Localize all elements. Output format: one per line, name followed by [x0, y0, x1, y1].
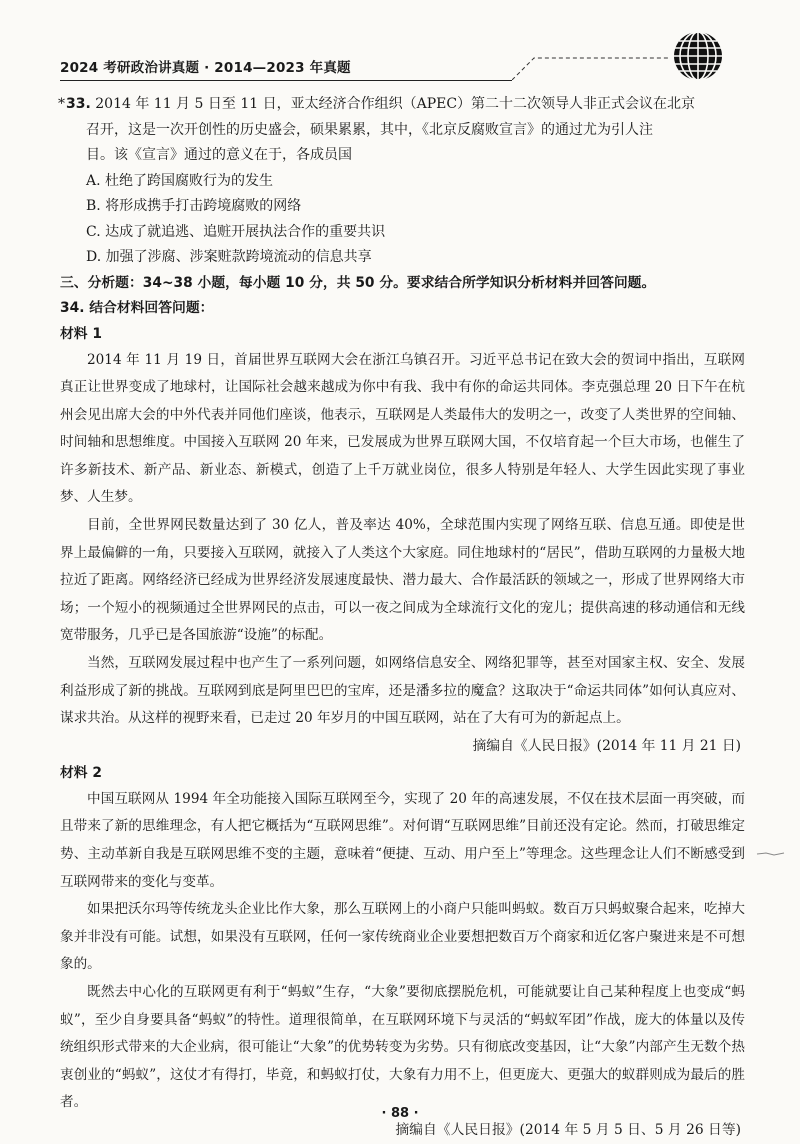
material-1	[60, 322, 745, 760]
material-label: 材料 2	[60, 764, 102, 781]
material-label: 材料 1	[60, 325, 102, 342]
paragraph: 目前，全世界网民数量达到了 30 亿人，普及率达 40%，全球范围内实现了网络互联、信息互通。即使是世界上最偏僻的一角，只要接入互联网，就接入了人类这个大家庭。同住地球村的“居民”，借助互联网的力量极大地拉近了距离。网络经济已经成为世界经济发展速度最快、潜力最大、合作最活跃的领域之一，形成了世界网络大市场；一个短小的视频通过全世界网民的点击，可以一夜之间成为全球流行文化的宠儿；提供高速的移动通信和无线宽带服务，几乎已是各国旅游“设施”的标配。	[60, 517, 745, 644]
page-content	[60, 92, 745, 1144]
question-text-line: 召开，这是一次开创性的历史盛会，硕果累累，其中，《北京反腐败宣言》的通过尤为引人注	[86, 121, 653, 138]
header-title: 2024 考研政治讲真题 · 2014—2023 年真题	[60, 60, 351, 76]
question-text-line: 2014 年 11 月 5 日至 11 日，亚太经济合作组织（APEC）第二十二次领导人非正式会议在北京	[95, 96, 696, 112]
option-a: A. 杜绝了跨国腐败行为的发生	[86, 172, 274, 189]
source-citation: 摘编自《人民日报》(2014 年 5 月 5 日、5 月 26 日等)	[395, 1121, 741, 1138]
source-citation: 摘编自《人民日报》(2014 年 11 月 21 日)	[472, 737, 741, 754]
section-heading: 三、分析题：34~38 小题，每小题 10 分，共 50 分。要求结合所学知识分析材料并回答问题。	[60, 274, 656, 291]
question-34-title: 34. 结合材料回答问题：	[60, 299, 214, 316]
margin-pen-mark	[756, 850, 786, 858]
paragraph: 如果把沃尔玛等传统龙头企业比作大象，那么互联网上的小商户只能叫蚂蚁。数百万只蚂蚁聚合起来，吃掉大象并非没有可能。试想，如果没有互联网，任何一家传统商业企业要想把数百万个商家和近亿客户聚进来是不可想象的。	[60, 901, 745, 973]
star-marker: *	[58, 96, 65, 112]
paragraph: 既然去中心化的互联网更有利于“蚂蚁”生存，“大象”要彻底摆脱危机，可能就要让自己某种程度上也变成“蚂蚁”，至少自身要具备“蚂蚁”的特性。道理很简单，在互联网环境下与灵活的“蚂蚁军团”作战，庞大的体量以及传统组织形式带来的大企业病，很可能让“大象”的优势转变为劣势。只有彻底改变基因，让“大象”内部产生无数个热衷创业的“蚂蚁”，这仗才有得打，毕竟，和蚂蚁打仗，大象有力用不上，但更庞大、更强大的蚁群则成为最后的胜者。	[60, 983, 745, 1111]
paragraph: 中国互联网从 1994 年全功能接入国际互联网至今，实现了 20 年的高速发展，不仅在技术层面一再突破，而且带来了新的思维理念，有人把它概括为“互联网思维”。对何谓“互联网思维”目前还没有定论。然而，打破思维定势、主动革新自我是互联网思维不变的主题，意味着“便捷、互动、用户至上”等理念。这些理念让人们不断感受到互联网带来的变化与变革。	[60, 790, 745, 890]
header-rule	[60, 80, 512, 81]
question-33	[60, 92, 745, 271]
option-c: C. 达成了就追逃、追赃开展执法合作的重要共识	[86, 223, 386, 240]
page-number: · 88 ·	[381, 1106, 419, 1121]
paragraph: 当然，互联网发展过程中也产生了一系列问题，如网络信息安全、网络犯罪等，甚至对国家主权、安全、发展利益形成了新的挑战。互联网到底是阿里巴巴的宝库，还是潘多拉的魔盒？这取决于“命运共同体”如何认真应对、谋求共治。从这样的视野来看，已走过 20 年岁月的中国互联网，站在了大有可为的新起点上。	[60, 655, 745, 727]
option-d: D. 加强了涉腐、涉案赃款跨境流动的信息共享	[86, 249, 372, 265]
material-2	[60, 761, 745, 1144]
question-number: 33.	[66, 96, 91, 112]
question-text-line: 目。该《宣言》通过的意义在于，各成员国	[86, 147, 352, 163]
page-header	[60, 46, 760, 86]
paragraph: 2014 年 11 月 19 日，首届世界互联网大会在浙江乌镇召开。习近平总书记在致大会的贺词中指出，互联网真正让世界变成了地球村，让国际社会越来越成为你中有我、我中有你的命运共同体。李克强总理 20 日下午在杭州会见出席大会的中外代表并同他们座谈，他表示，互联网是人类最伟大的发明之一，改变了人类世界的空间轴、时间轴和思想维度。中国接入互联网 20 年来，已发展成为世界互联网大国，不仅培育起一个巨大市场，也催生了许多新技术、新产品、新业态、新模式，创造了上千万就业岗位，很多人特别是年轻人、大学生因此实现了事业梦、人生梦。	[60, 351, 745, 506]
header-dashed-decoration	[512, 56, 670, 80]
option-b: B. 将形成携手打击跨境腐败的网络	[86, 198, 302, 214]
globe-logo-icon	[670, 28, 726, 84]
